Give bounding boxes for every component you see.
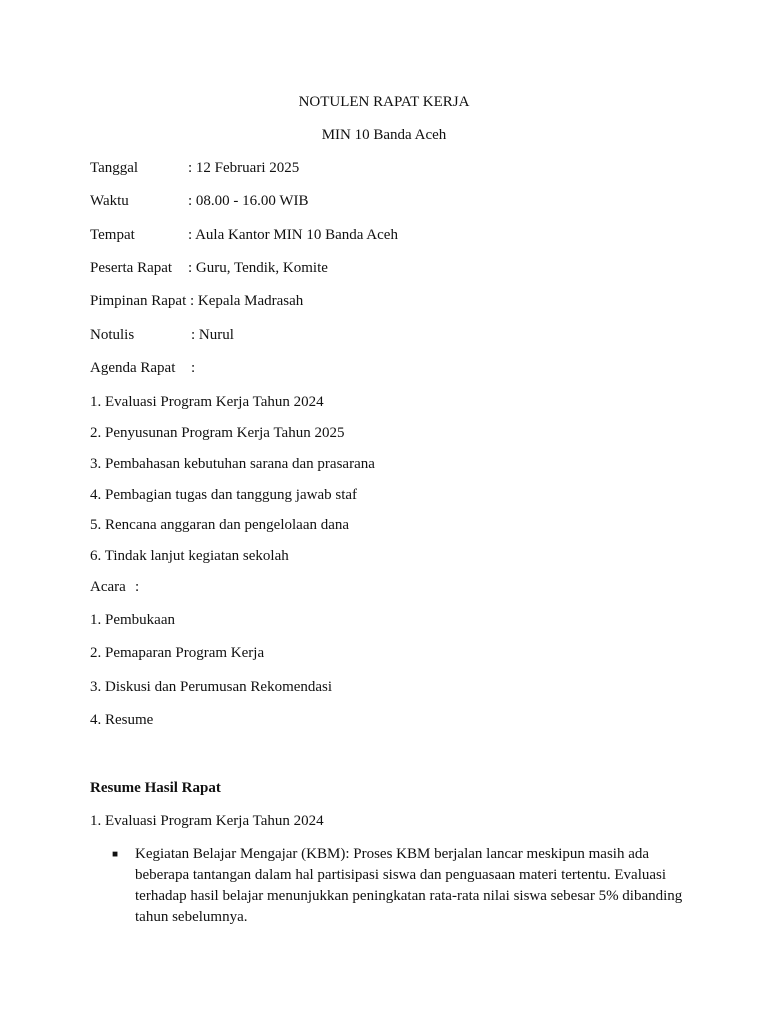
tanggal-value: : 12 Februari 2025 <box>188 160 300 176</box>
document-title: NOTULEN RAPAT KERJA <box>298 94 470 110</box>
info-peserta <box>90 258 328 279</box>
agenda-item: 6. Tindak lanjut kegiatan sekolah <box>90 548 289 564</box>
acara-item: 3. Diskusi dan Perumusan Rekomendasi <box>90 679 333 695</box>
tempat-label: Tempat <box>90 227 135 243</box>
agenda-item: 5. Rencana anggaran dan pengelolaan dana <box>90 517 350 533</box>
acara-item: 1. Pembukaan <box>90 612 175 628</box>
acara-item: 4. Resume <box>90 712 154 728</box>
notulis-label: Notulis <box>90 327 135 343</box>
acara-heading <box>90 577 139 598</box>
agenda-item: 1. Evaluasi Program Kerja Tahun 2024 <box>90 394 324 410</box>
pimpinan-label: Pimpinan Rapat <box>90 293 187 309</box>
resume-heading: Resume Hasil Rapat <box>90 780 221 796</box>
peserta-label: Peserta Rapat <box>90 260 173 276</box>
acara-colon: : <box>135 579 140 595</box>
resume-bullet-text: Kegiatan Belajar Mengajar (KBM): Proses KBM berjalan lancar meskipun masih ada beberapa tantangan dalam hal partisipasi siswa dan penguasaan materi tertentu. Evaluasi terhadap hasil belajar menunjukkan peningkatan rata-rata nilai siswa sebesar 5% dibanding tahun sebelumnya. <box>135 846 683 925</box>
agenda-item: 3. Pembahasan kebutuhan sarana dan prasarana <box>90 456 375 472</box>
peserta-value: : Guru, Tendik, Komite <box>188 260 328 276</box>
info-tanggal <box>90 158 299 179</box>
tempat-value: : Aula Kantor MIN 10 Banda Aceh <box>188 227 398 243</box>
waktu-value: : 08.00 - 16.00 WIB <box>188 193 309 209</box>
bullet-marker-icon: ■ <box>112 849 119 860</box>
acara-heading-label: Acara <box>90 579 126 595</box>
info-notulis <box>90 325 234 346</box>
resume-section-title: 1. Evaluasi Program Kerja Tahun 2024 <box>90 813 324 829</box>
tanggal-label: Tanggal <box>90 160 139 176</box>
agenda-item: 2. Penyusunan Program Kerja Tahun 2025 <box>90 425 345 441</box>
info-tempat <box>90 225 398 246</box>
info-waktu <box>90 191 309 212</box>
agenda-colon: : <box>191 360 196 376</box>
notulis-value: : Nurul <box>191 327 234 343</box>
agenda-heading-label: Agenda Rapat <box>90 360 176 376</box>
document-subtitle: MIN 10 Banda Aceh <box>321 127 447 143</box>
agenda-item: 4. Pembagian tugas dan tanggung jawab staf <box>90 487 358 503</box>
info-pimpinan <box>90 291 303 312</box>
pimpinan-value: : Kepala Madrasah <box>190 293 304 309</box>
acara-item: 2. Pemaparan Program Kerja <box>90 645 265 661</box>
waktu-label: Waktu <box>90 193 129 209</box>
agenda-heading <box>90 358 195 379</box>
